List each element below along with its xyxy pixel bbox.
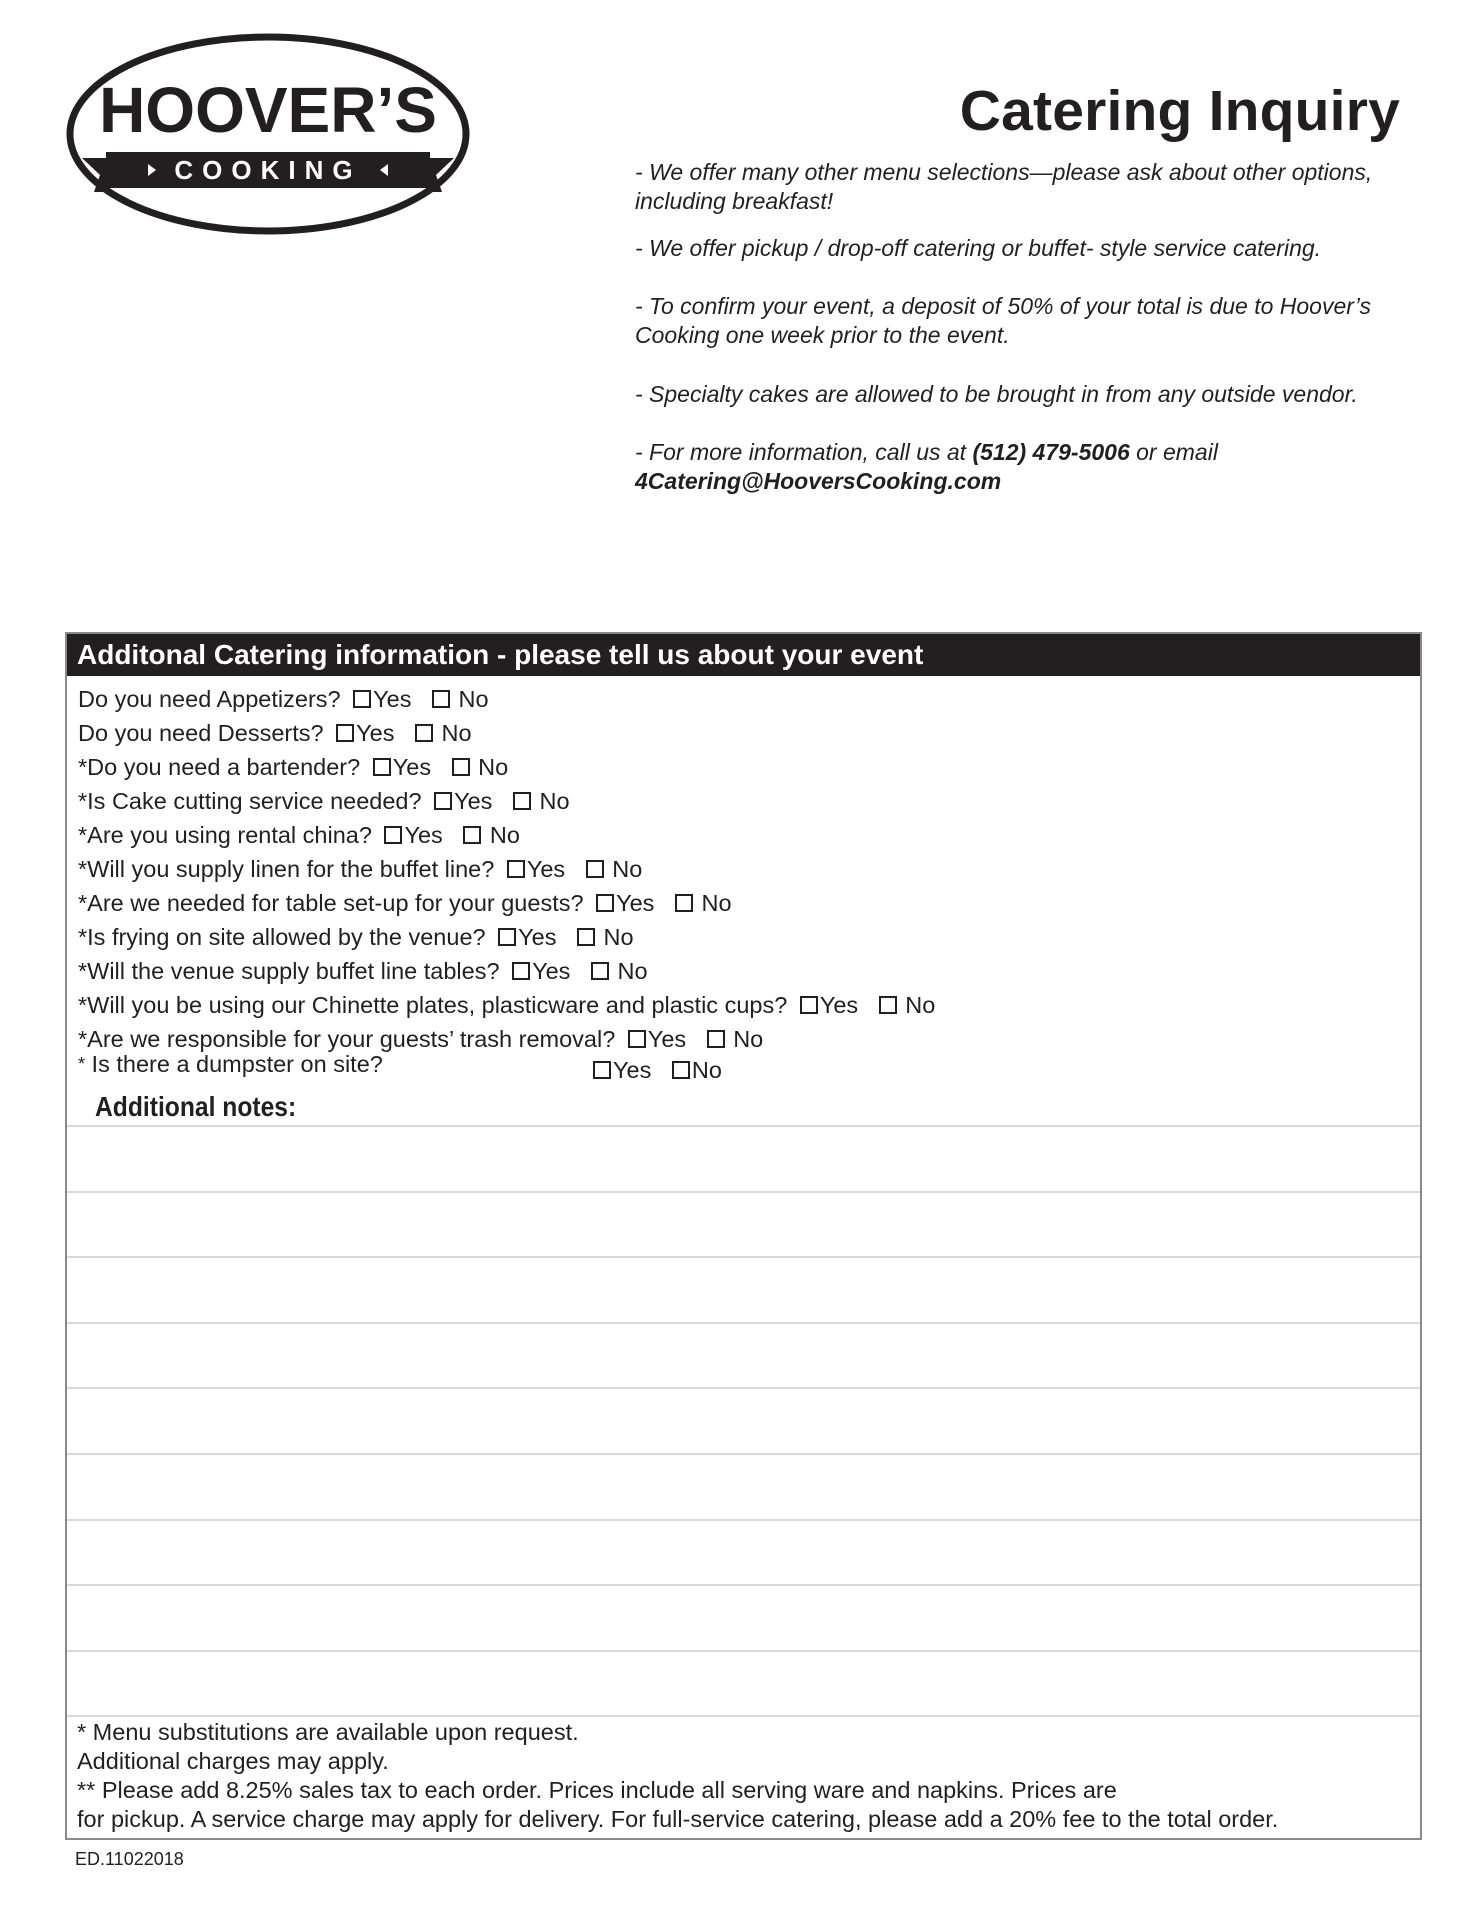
yes-checkbox[interactable] — [498, 928, 516, 946]
dumpster-yes-checkbox[interactable] — [593, 1061, 611, 1079]
yes-checkbox[interactable] — [373, 758, 391, 776]
no-label: No — [478, 754, 509, 780]
question-label: Is there a dumpster on site? — [91, 1051, 383, 1077]
question-label: Do you need Appetizers? — [78, 686, 341, 712]
question-row — [78, 889, 740, 917]
yes-checkbox[interactable] — [596, 894, 614, 912]
dumpster-no-checkbox[interactable] — [672, 1061, 690, 1079]
yes-label: Yes — [616, 890, 655, 916]
notes-line[interactable] — [67, 1125, 1420, 1127]
dumpster-options — [587, 1056, 730, 1084]
question-label: *Are we needed for table set-up for your guests? — [78, 890, 584, 916]
yes-checkbox[interactable] — [512, 962, 530, 980]
no-checkbox[interactable] — [452, 758, 470, 776]
yes-label: Yes — [373, 686, 412, 712]
logo-sub: COOKING — [174, 155, 362, 185]
contact-phone[interactable]: (512) 479-5006 — [972, 439, 1130, 465]
info-contact — [635, 438, 1415, 496]
question-label: *Is frying on site allowed by the venue? — [78, 924, 486, 950]
contact-mid: or email — [1129, 439, 1218, 465]
yes-checkbox[interactable] — [384, 826, 402, 844]
yes-checkbox[interactable] — [336, 724, 354, 742]
no-checkbox[interactable] — [707, 1030, 725, 1048]
question-label: *Is Cake cutting service needed? — [78, 788, 422, 814]
notes-line[interactable] — [67, 1387, 1420, 1389]
no-label: No — [539, 788, 570, 814]
question-label: *Will the venue supply buffet line tables? — [78, 958, 500, 984]
no-label: No — [603, 924, 634, 950]
no-checkbox[interactable] — [513, 792, 531, 810]
question-row — [78, 821, 528, 849]
question-row — [78, 855, 650, 883]
form-footer — [77, 1718, 1407, 1834]
no-checkbox[interactable] — [463, 826, 481, 844]
no-checkbox[interactable] — [577, 928, 595, 946]
no-checkbox[interactable] — [675, 894, 693, 912]
notes-line[interactable] — [67, 1519, 1420, 1521]
question-label: *Will you supply linen for the buffet line? — [78, 856, 495, 882]
yes-label: Yes — [518, 924, 557, 950]
no-label: No — [612, 856, 643, 882]
question-label: *Do you need a bartender? — [78, 754, 361, 780]
additional-notes-label: Additional notes: — [95, 1091, 297, 1122]
hoovers-cooking-logo — [64, 32, 472, 236]
notes-line[interactable] — [67, 1650, 1420, 1652]
yes-label: Yes — [532, 958, 571, 984]
yes-label: Yes — [454, 788, 493, 814]
no-label: No — [905, 992, 936, 1018]
no-checkbox[interactable] — [879, 996, 897, 1014]
question-row — [78, 685, 497, 713]
question-row — [78, 753, 516, 781]
no-label: No — [489, 822, 520, 848]
notes-line[interactable] — [67, 1191, 1420, 1193]
footer-line: for pickup. A service charge may apply for delivery. For full-service catering, please add a 20% fee to the total order. — [77, 1806, 1279, 1832]
catering-form — [65, 632, 1422, 1840]
no-checkbox[interactable] — [591, 962, 609, 980]
form-heading: Additonal Catering information - please tell us about your event — [67, 634, 1420, 676]
no-label: No — [701, 890, 732, 916]
yes-checkbox[interactable] — [434, 792, 452, 810]
no-label: No — [458, 686, 489, 712]
yes-label: Yes — [526, 856, 566, 882]
yes-checkbox[interactable] — [353, 690, 371, 708]
question-label: *Are we responsible for your guests’ trash removal? — [78, 1026, 616, 1052]
contact-email[interactable]: 4Catering@HooversCooking.com — [635, 468, 1002, 494]
question-star: * — [78, 1054, 86, 1074]
no-label: No — [691, 1057, 722, 1083]
yes-label: Yes — [392, 754, 432, 780]
question-row — [78, 1025, 771, 1053]
question-row — [78, 957, 656, 985]
page-title: Catering Inquiry — [959, 79, 1400, 143]
no-checkbox[interactable] — [415, 724, 433, 742]
info-deposit: - To confirm your event, a deposit of 50% of your total is due to Hoover’s Cooking one week prior to the event. — [635, 293, 1371, 348]
question-row — [78, 787, 578, 815]
logo-name: HOOVER’S — [99, 74, 437, 146]
yes-label: Yes — [356, 720, 395, 746]
edition-code: ED.11022018 — [75, 1849, 184, 1869]
question-label: Do you need Desserts? — [78, 720, 324, 746]
yes-label: Yes — [647, 1026, 687, 1052]
yes-checkbox[interactable] — [800, 996, 818, 1014]
yes-label: Yes — [404, 822, 443, 848]
no-label: No — [441, 720, 472, 746]
notes-line[interactable] — [67, 1322, 1420, 1324]
contact-prefix: - For more information, call us at — [635, 439, 973, 465]
yes-checkbox[interactable] — [628, 1030, 646, 1048]
question-label: *Are you using rental china? — [78, 822, 372, 848]
no-label: No — [733, 1026, 764, 1052]
yes-label: Yes — [819, 992, 859, 1018]
footer-line: * Menu substitutions are available upon request. — [77, 1719, 579, 1745]
footer-line: Additional charges may apply. — [77, 1748, 389, 1774]
notes-line[interactable] — [67, 1453, 1420, 1455]
info-service-types: - We offer pickup / drop-off catering or buffet- style service catering. — [635, 235, 1322, 261]
question-row — [78, 719, 480, 747]
question-label: *Will you be using our Chinette plates, plasticware and plastic cups? — [78, 992, 788, 1018]
info-menu-options: - We offer many other menu selections—please ask about other options, including breakfast! — [635, 159, 1373, 214]
footer-line: ** Please add 8.25% sales tax to each order. Prices include all serving ware and napkins. Prices are — [77, 1777, 1117, 1803]
yes-label: Yes — [613, 1057, 652, 1083]
question-dumpster — [78, 1050, 383, 1078]
notes-line[interactable] — [67, 1256, 1420, 1258]
yes-checkbox[interactable] — [507, 860, 525, 878]
no-checkbox[interactable] — [432, 690, 450, 708]
question-row — [78, 923, 642, 951]
info-specialty-cakes: - Specialty cakes are allowed to be brought in from any outside vendor. — [635, 381, 1358, 407]
no-label: No — [617, 958, 648, 984]
no-checkbox[interactable] — [586, 860, 604, 878]
question-row — [78, 991, 943, 1019]
notes-line[interactable] — [67, 1584, 1420, 1586]
